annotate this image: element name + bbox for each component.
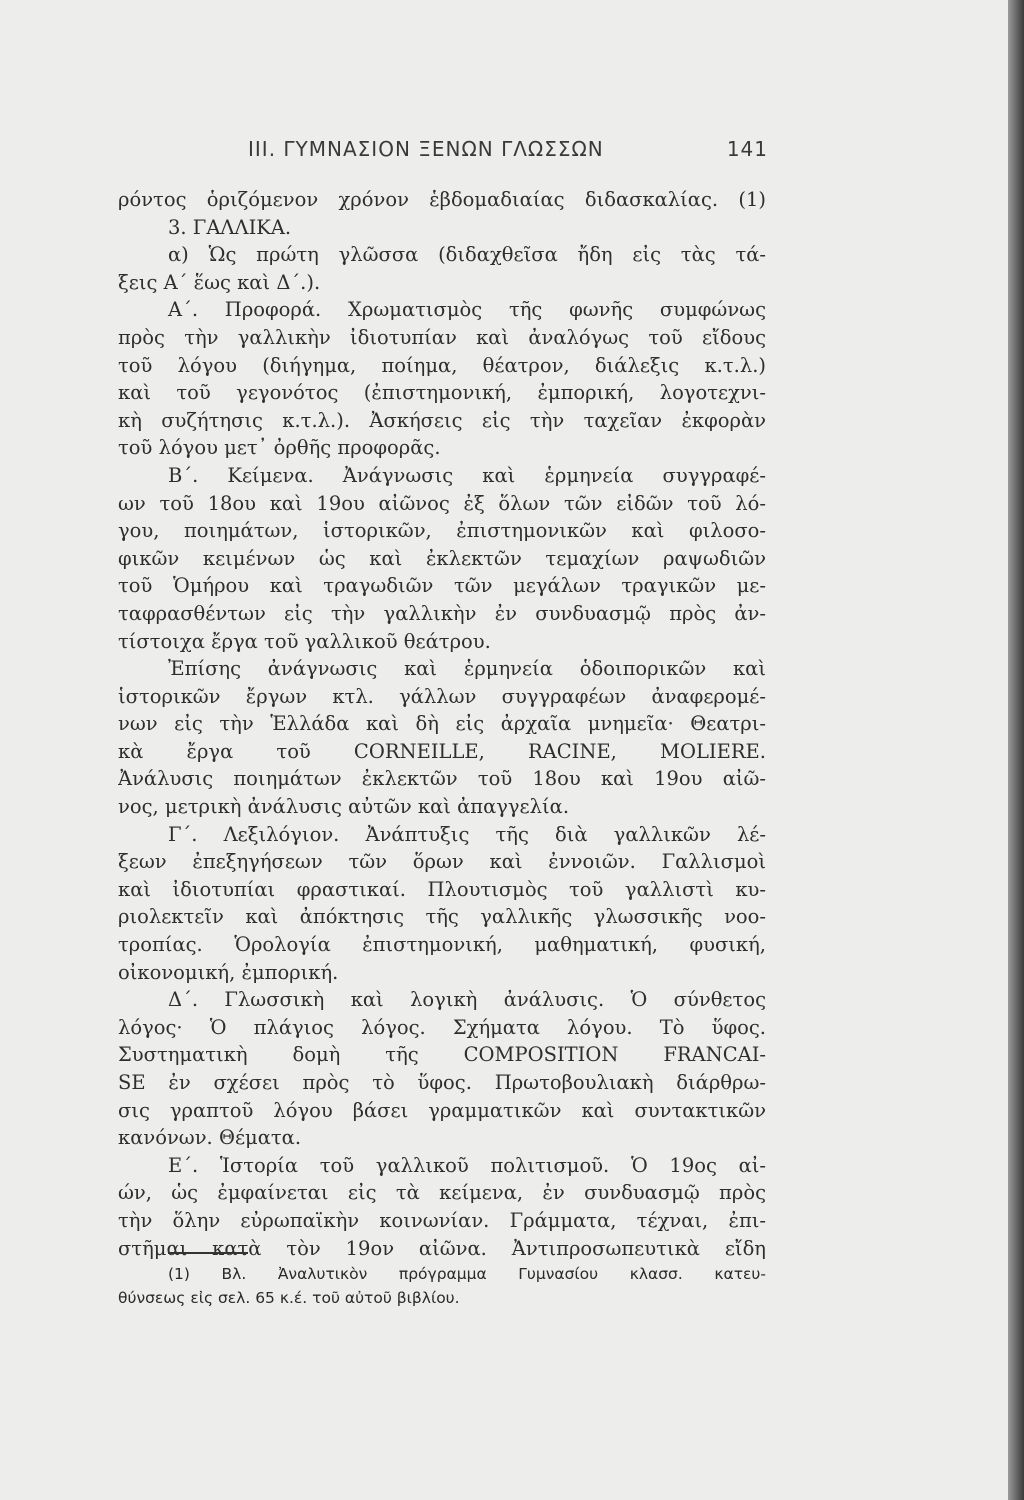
text-line: κὴ συζήτησις κ.τ.λ.). Ἀσκήσεις εἰς τὴν ταχεῖαν ἐκφορὰν — [118, 408, 766, 432]
text-line: ριολεκτεῖν καὶ ἀπόκτησις τῆς γαλλικῆς γλωσσικῆς νοο- — [118, 905, 766, 929]
text-line: τοῦ λόγου (διήγημα, ποίημα, θέατρον, διάλεξις κ.τ.λ.) — [118, 353, 766, 377]
text-line: ἱστορικῶν ἔργων κτλ. γάλλων συγγραφέων ἀναφερομέ- — [118, 684, 766, 708]
text-line: τροπίας. Ὁρολογία ἐπιστημονική, μαθηματική, φυσική, — [118, 933, 766, 957]
text-line: τοῦ Ὁμήρου καὶ τραγωδιῶν τῶν μεγάλων τραγικῶν με- — [118, 574, 766, 598]
text-line: καὶ τοῦ γεγονότος (ἐπιστημονική, ἐμπορική, λογοτεχνι- — [118, 381, 766, 405]
page-number: 141 — [726, 137, 768, 161]
section-heading: 3. ΓΑΛΛΙΚΑ. — [168, 215, 292, 239]
footnotes — [118, 1262, 766, 1310]
text-line: Ἐπίσης ἀνάγνωσις καὶ ἑρμηνεία ὁδοιπορικῶν καὶ — [168, 657, 766, 681]
text-line: νος, μετρικὴ ἀνάλυσις αὐτῶν καὶ ἀπαγγελία. — [118, 795, 570, 819]
text-line: α) Ὡς πρώτη γλῶσσα (διδαχθεῖσα ἤδη εἰς τὰς τά- — [168, 243, 766, 267]
text-line: κανόνων. Θέματα. — [118, 1126, 302, 1150]
text-line: ξεων ἐπεξηγήσεων τῶν ὅρων καὶ ἐννοιῶν. Γαλλισμοὶ — [118, 850, 766, 874]
text-line: ών, ὡς ἐμφαίνεται εἰς τὰ κείμενα, ἐν συνδυασμῷ πρὸς — [118, 1181, 766, 1205]
text-line: πρὸς τὴν γαλλικὴν ἰδιοτυπίαν καὶ ἀναλόγως τοῦ εἴδους — [118, 325, 766, 349]
text-line: Ε΄. Ἱστορία τοῦ γαλλικοῦ πολιτισμοῦ. Ὁ 19ος αἰ- — [168, 1153, 766, 1177]
text-line: σις γραπτοῦ λόγου βάσει γραμματικῶν καὶ συντακτικῶν — [118, 1098, 766, 1122]
text-line: κὰ ἔργα τοῦ CORNEILLE, RACINE, MOLIERE. — [118, 739, 766, 763]
page-edge — [1008, 0, 1024, 1500]
running-title: III. ΓΥΜΝΑΣΙΟΝ ΞΕΝΩΝ ΓΛΩΣΣΩΝ — [248, 137, 604, 161]
text-line: Συστηματικὴ δομὴ τῆς COMPOSITION FRANCAI- — [118, 1043, 766, 1067]
text-line: οἰκονομική, ἐμπορική. — [118, 960, 339, 984]
text-line: ων τοῦ 18ου καὶ 19ου αἰῶνος ἐξ ὅλων τῶν εἰδῶν τοῦ λό- — [118, 491, 766, 515]
text-line: SE ἐν σχέσει πρὸς τὸ ὕφος. Πρωτοβουλιακὴ διάρθρω- — [118, 1071, 766, 1094]
text-line: γου, ποιημάτων, ἱστορικῶν, ἐπιστημονικῶν καὶ φιλοσο- — [118, 519, 766, 543]
body-text — [118, 186, 766, 1262]
text-line: Δ΄. Γλωσσικὴ καὶ λογικὴ ἀνάλυσις. Ὁ σύνθετος — [168, 988, 766, 1012]
text-line: καὶ ἰδιοτυπίαι φραστικαί. Πλουτισμὸς τοῦ γαλλιστὶ κυ- — [118, 877, 766, 901]
text-line: τοῦ λόγου μετ᾽ ὀρθῆς προφορᾶς. — [118, 436, 441, 460]
text-line: Β΄. Κείμενα. Ἀνάγνωσις καὶ ἑρμηνεία συγγραφέ- — [168, 463, 766, 487]
text-line: τὴν ὅλην εὐρωπαϊκὴν κοινωνίαν. Γράμματα, τέχναι, ἐπι- — [118, 1208, 766, 1232]
text-line: λόγος· Ὁ πλάγιος λόγος. Σχήματα λόγου. Τὸ ὕφος. — [118, 1015, 766, 1039]
text-line: ξεις Α΄ ἕως καὶ Δ΄.). — [118, 270, 321, 294]
footnote-line: θύνσεως εἰς σελ. 65 κ.έ. τοῦ αὐτοῦ βιβλίου. — [118, 1289, 460, 1307]
text-line: Α΄. Προφορά. Χρωματισμὸς τῆς φωνῆς συμφώνως — [168, 298, 766, 322]
running-head — [248, 137, 768, 161]
footnote-line: (1) Βλ. Ἀναλυτικὸν πρόγραμμα Γυμνασίου κλασσ. κατευ- — [168, 1265, 766, 1283]
text-line: Γ΄. Λεξιλόγιον. Ἀνάπτυξις τῆς διὰ γαλλικῶν λέ- — [168, 822, 766, 846]
text-line: ταφρασθέντων εἰς τὴν γαλλικὴν ἐν συνδυασμῷ πρὸς ἀν- — [118, 601, 766, 625]
text-line: φικῶν κειμένων ὡς καὶ ἐκλεκτῶν τεμαχίων ραψωδιῶν — [118, 546, 766, 570]
text-line: νων εἰς τὴν Ἑλλάδα καὶ δὴ εἰς ἀρχαῖα μνημεῖα· Θεατρι- — [118, 712, 766, 736]
text-line: τίστοιχα ἔργα τοῦ γαλλικοῦ θεάτρου. — [118, 629, 491, 653]
text-line: στῆμαι κατὰ τὸν 19ον αἰῶνα. Ἀντιπροσωπευτικὰ εἴδη — [118, 1236, 766, 1260]
footnote-rule — [168, 1252, 248, 1254]
text-line: Ἀνάλυσις ποιημάτων ἐκλεκτῶν τοῦ 18ου καὶ 19ου αἰῶ- — [118, 767, 766, 791]
text-line: ρόντος ὁριζόμενον χρόνον ἑβδομαδιαίας διδασκαλίας. (1) — [118, 188, 766, 211]
